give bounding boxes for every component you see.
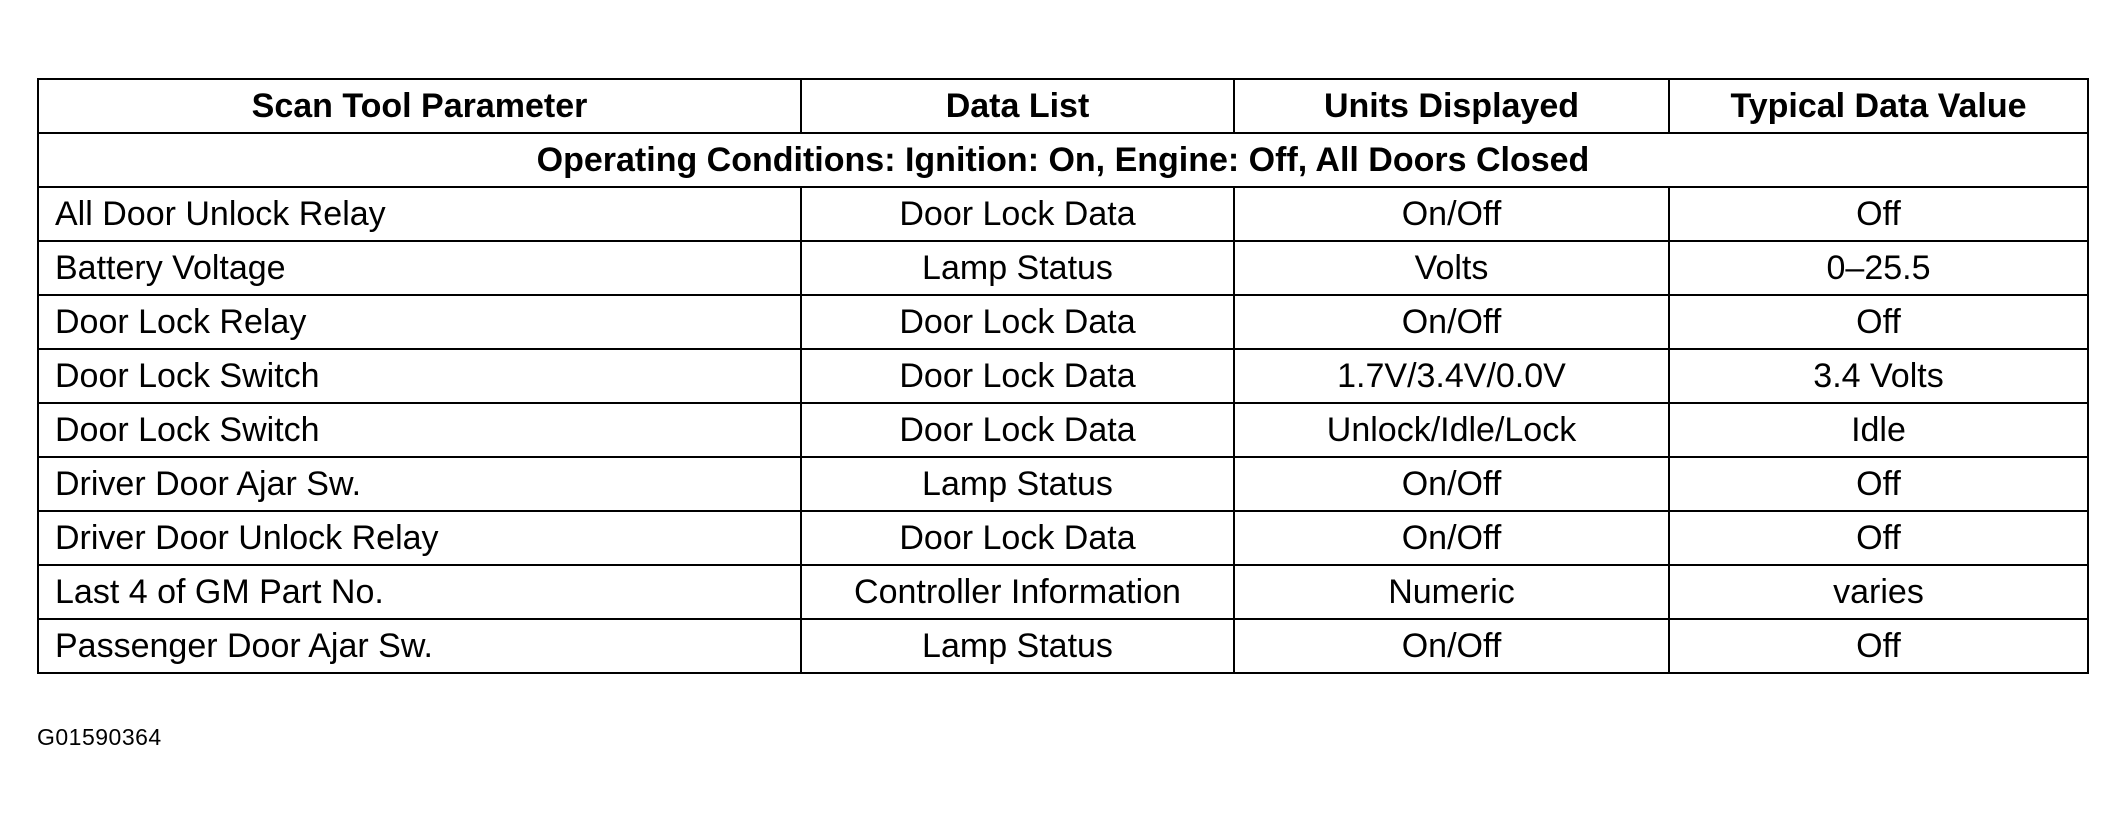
cell-parameter: Battery Voltage	[38, 241, 801, 295]
operating-conditions-title: Operating Conditions: Ignition: On, Engine: Off, All Doors Closed	[38, 133, 2088, 187]
cell-units: Unlock/Idle/Lock	[1234, 403, 1669, 457]
header-units-displayed: Units Displayed	[1234, 79, 1669, 133]
cell-data-list: Door Lock Data	[801, 349, 1234, 403]
table-row	[38, 241, 2088, 295]
cell-data-list: Door Lock Data	[801, 403, 1234, 457]
cell-units: On/Off	[1234, 511, 1669, 565]
cell-data-list: Lamp Status	[801, 457, 1234, 511]
cell-data-list: Door Lock Data	[801, 295, 1234, 349]
cell-typical-value: Idle	[1669, 403, 2088, 457]
table-row	[38, 511, 2088, 565]
cell-parameter: Door Lock Switch	[38, 403, 801, 457]
table-row	[38, 457, 2088, 511]
table-row	[38, 565, 2088, 619]
cell-typical-value: varies	[1669, 565, 2088, 619]
table-row	[38, 349, 2088, 403]
table-row	[38, 295, 2088, 349]
cell-typical-value: Off	[1669, 187, 2088, 241]
cell-units: Numeric	[1234, 565, 1669, 619]
table-header-row	[38, 79, 2088, 133]
cell-units: On/Off	[1234, 457, 1669, 511]
cell-parameter: Driver Door Unlock Relay	[38, 511, 801, 565]
cell-units: 1.7V/3.4V/0.0V	[1234, 349, 1669, 403]
header-scan-tool-parameter: Scan Tool Parameter	[38, 79, 801, 133]
cell-data-list: Controller Information	[801, 565, 1234, 619]
cell-parameter: Driver Door Ajar Sw.	[38, 457, 801, 511]
cell-data-list: Lamp Status	[801, 241, 1234, 295]
cell-units: On/Off	[1234, 619, 1669, 673]
cell-parameter: Passenger Door Ajar Sw.	[38, 619, 801, 673]
cell-parameter: All Door Unlock Relay	[38, 187, 801, 241]
cell-data-list: Lamp Status	[801, 619, 1234, 673]
cell-typical-value: Off	[1669, 295, 2088, 349]
cell-typical-value: 3.4 Volts	[1669, 349, 2088, 403]
cell-typical-value: 0–25.5	[1669, 241, 2088, 295]
cell-data-list: Door Lock Data	[801, 187, 1234, 241]
header-typical-data-value: Typical Data Value	[1669, 79, 2088, 133]
cell-units: Volts	[1234, 241, 1669, 295]
figure-id: G01590364	[37, 724, 162, 750]
cell-parameter: Last 4 of GM Part No.	[38, 565, 801, 619]
cell-typical-value: Off	[1669, 511, 2088, 565]
cell-typical-value: Off	[1669, 457, 2088, 511]
cell-data-list: Door Lock Data	[801, 511, 1234, 565]
cell-parameter: Door Lock Relay	[38, 295, 801, 349]
table-row	[38, 187, 2088, 241]
cell-typical-value: Off	[1669, 619, 2088, 673]
cell-units: On/Off	[1234, 187, 1669, 241]
cell-units: On/Off	[1234, 295, 1669, 349]
scan-tool-data-table	[37, 78, 2089, 674]
table-row	[38, 403, 2088, 457]
table-row	[38, 619, 2088, 673]
header-data-list: Data List	[801, 79, 1234, 133]
section-row	[38, 133, 2088, 187]
cell-parameter: Door Lock Switch	[38, 349, 801, 403]
